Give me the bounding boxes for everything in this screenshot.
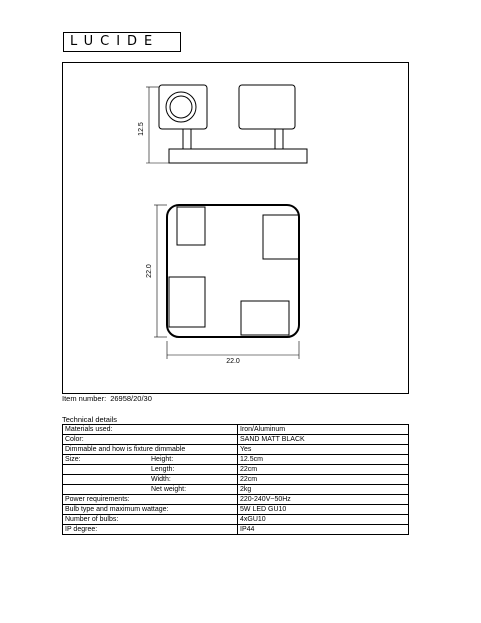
spec-row — [63, 425, 409, 435]
top-view-spot-2 — [263, 215, 299, 259]
spec-label-cell — [63, 475, 238, 485]
side-view-lens — [170, 96, 192, 118]
spec-label-cell — [63, 455, 238, 465]
top-view — [154, 205, 299, 359]
technical-details-title: Technical details — [62, 415, 118, 424]
spec-value: 2kg — [238, 485, 409, 495]
spec-label: Color: — [65, 436, 84, 443]
spec-value: 22cm — [238, 475, 409, 485]
spec-label: Dimmable and how is fixture dimmable — [65, 446, 186, 453]
spec-value: 22cm — [238, 465, 409, 475]
spec-row — [63, 455, 409, 465]
spec-sublabel: Net weight: — [151, 486, 187, 493]
item-number — [62, 394, 156, 404]
spec-label-cell — [63, 485, 238, 495]
spec-row — [63, 465, 409, 475]
side-view-spot-right — [239, 85, 295, 129]
technical-details-table — [62, 424, 409, 535]
spec-label-cell — [63, 505, 238, 515]
brand-logo — [63, 32, 181, 52]
spec-label-cell — [63, 525, 238, 535]
side-view-base — [169, 149, 307, 163]
side-view-stem-left — [183, 129, 191, 149]
spec-row — [63, 515, 409, 525]
spec-row — [63, 445, 409, 455]
spec-value: SAND MATT BLACK — [238, 435, 409, 445]
brand-logo-text: LUCIDE — [70, 34, 160, 49]
spec-value: Iron/Aluminum — [238, 425, 409, 435]
spec-sublabel: Length: — [151, 466, 175, 473]
spec-row — [63, 475, 409, 485]
spec-label-cell — [63, 465, 238, 475]
spec-value: IP44 — [238, 525, 409, 535]
top-view-spot-4 — [241, 301, 289, 335]
spec-label: Number of bulbs: — [65, 516, 119, 523]
top-view-spot-3 — [169, 277, 205, 327]
spec-sublabel: Height: — [151, 456, 174, 463]
item-number-label: Item number: — [62, 394, 107, 403]
spec-value: 4xGU10 — [238, 515, 409, 525]
spec-value: 5W LED GU10 — [238, 505, 409, 515]
spec-label: Power requirements: — [65, 496, 130, 503]
spec-label-cell — [63, 425, 238, 435]
side-view-stem-right — [275, 129, 283, 149]
technical-drawing — [63, 63, 410, 395]
spec-label: IP degree: — [65, 526, 98, 533]
length-dimension-label: 22.0 — [226, 358, 240, 365]
spec-label-cell — [63, 435, 238, 445]
spec-label-cell — [63, 495, 238, 505]
spec-row — [63, 505, 409, 515]
spec-sublabel: Width: — [151, 476, 171, 483]
spec-row — [63, 485, 409, 495]
spec-label: Bulb type and maximum wattage: — [65, 506, 169, 513]
spec-value: 220-240V~50Hz — [238, 495, 409, 505]
spec-value: 12.5cm — [238, 455, 409, 465]
spec-label-cell — [63, 445, 238, 455]
top-view-base — [167, 205, 299, 337]
spec-label: Size: — [65, 456, 81, 463]
spec-row — [63, 495, 409, 505]
spec-row — [63, 435, 409, 445]
spec-label: Materials used: — [65, 426, 113, 433]
item-number-value: 26958/20/30 — [110, 394, 152, 403]
side-view — [146, 85, 307, 163]
spec-label-cell — [63, 515, 238, 525]
spec-value: Yes — [238, 445, 409, 455]
technical-drawing-frame — [62, 62, 409, 394]
width-dimension-label: 22.0 — [146, 264, 153, 278]
spec-row — [63, 525, 409, 535]
top-view-spot-1 — [177, 207, 205, 245]
height-dimension-label: 12.5 — [138, 122, 145, 136]
